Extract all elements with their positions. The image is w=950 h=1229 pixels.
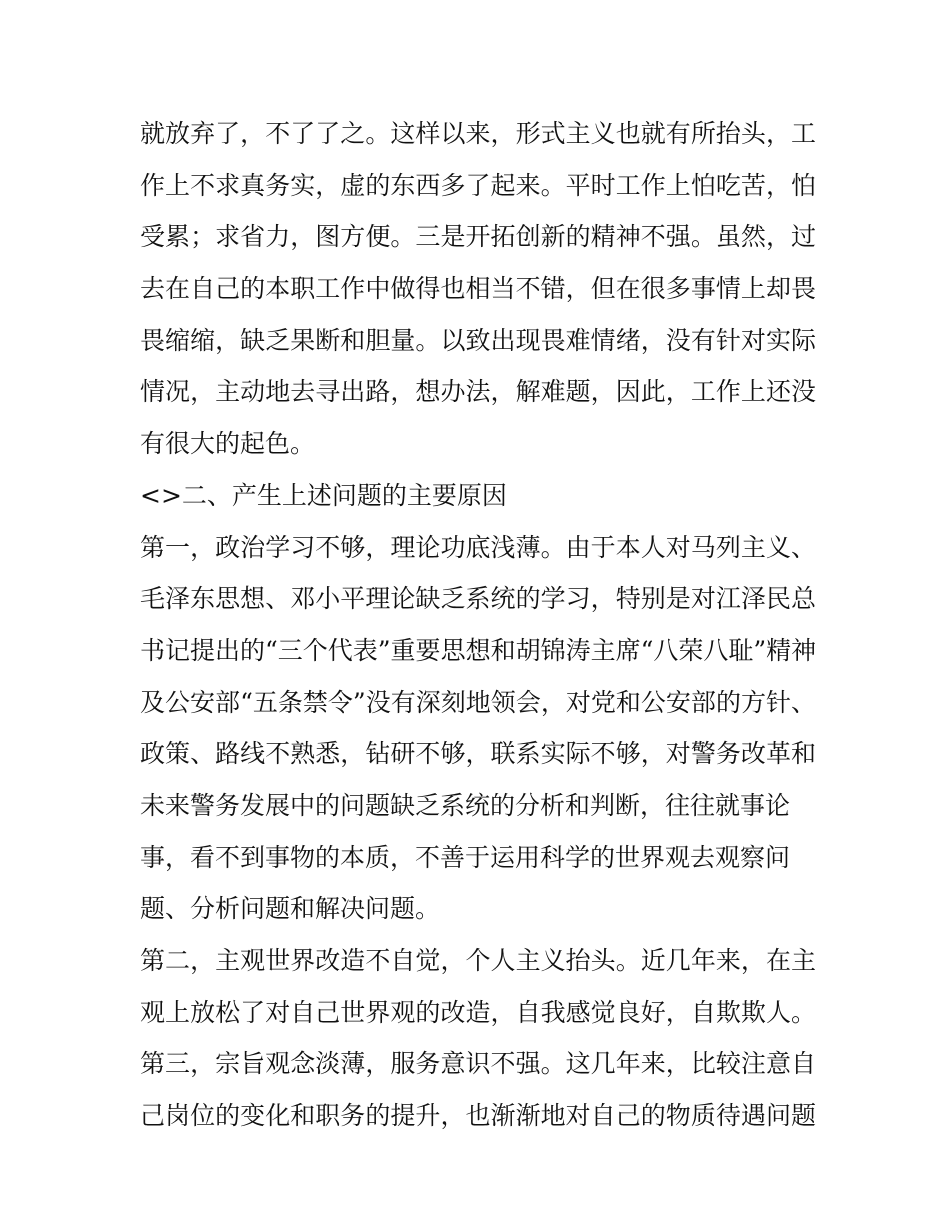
text-line: 第二，主观世界改造不自觉，个人主义抬头。近几年来，在主 <box>140 946 816 975</box>
text-line: 畏缩缩，缺乏果断和胆量。以致出现畏难情绪，没有针对实际 <box>140 325 816 355</box>
text-line: 第三，宗旨观念淡薄，服务意识不强。这几年来，比较注意自 <box>140 1049 816 1079</box>
text-line: 受累；求省力，图方便。三是开拓创新的精神不强。虽然，过 <box>140 222 816 252</box>
text-line: 作上不求真务实，虚的东西多了起来。平时工作上怕吃苦，怕 <box>140 170 816 200</box>
text-line: 事，看不到事物的本质，不善于运用科学的世界观去观察问 <box>140 842 791 872</box>
text-line: 观上放松了对自己世界观的改造，自我感觉良好，自欺欺人。 <box>140 997 816 1027</box>
text-line: 题、分析问题和解决问题。 <box>140 894 441 924</box>
document-body-text <box>140 108 816 1142</box>
text-line: 第一，政治学习不够，理论功底浅薄。由于本人对马列主义、 <box>140 532 816 562</box>
text-line: 情况，主动地去寻出路，想办法，解难题，因此，工作上还没 <box>140 377 816 407</box>
text-line: 毛泽东思想、邓小平理论缺乏系统的学习，特别是对江泽民总 <box>140 584 816 614</box>
text-line: 及公安部“五条禁令”没有深刻地领会，对党和公安部的方针、 <box>140 687 816 717</box>
text-line: 去在自己的本职工作中做得也相当不错，但在很多事情上却畏 <box>140 274 816 304</box>
text-line: 未来警务发展中的问题缺乏系统的分析和判断，往往就事论 <box>140 790 791 820</box>
text-line: 有很大的起色。 <box>140 429 316 459</box>
section-heading: <>二、产生上述问题的主要原因 <box>140 480 507 510</box>
text-line: 就放弃了，不了了之。这样以来，形式主义也就有所抬头，工 <box>140 119 816 148</box>
text-line: 己岗位的变化和职务的提升，也渐渐地对自己的物质待遇问题 <box>140 1101 816 1131</box>
text-line: 书记提出的“三个代表”重要思想和胡锦涛主席“八荣八耻”精神 <box>140 635 817 665</box>
text-line: 政策、路线不熟悉，钻研不够，联系实际不够，对警务改革和 <box>140 739 816 769</box>
